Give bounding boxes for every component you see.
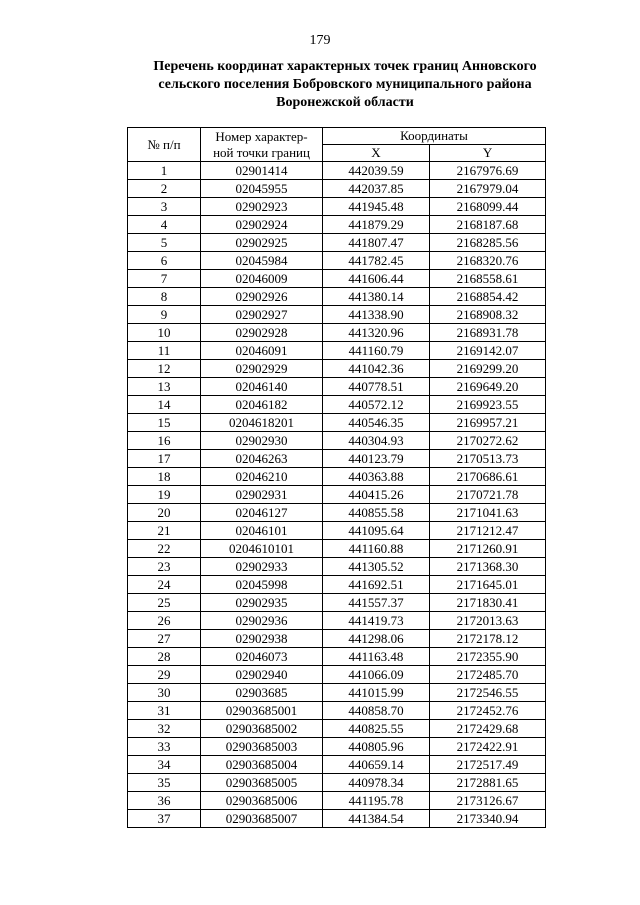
- cell-x: 441557.37: [323, 594, 430, 612]
- cell-point-number: 02902925: [201, 234, 323, 252]
- cell-row-number: 25: [128, 594, 201, 612]
- table-row: [128, 486, 546, 504]
- cell-row-number: 21: [128, 522, 201, 540]
- cell-row-number: 33: [128, 738, 201, 756]
- cell-row-number: 14: [128, 396, 201, 414]
- cell-y: 2172485.70: [430, 666, 546, 684]
- cell-x: 441320.96: [323, 324, 430, 342]
- cell-point-number: 02046009: [201, 270, 323, 288]
- coordinates-table: [127, 127, 546, 828]
- cell-y: 2172517.49: [430, 756, 546, 774]
- table-row: [128, 324, 546, 342]
- cell-row-number: 11: [128, 342, 201, 360]
- cell-y: 2168908.32: [430, 306, 546, 324]
- cell-y: 2172452.76: [430, 702, 546, 720]
- table-row: [128, 630, 546, 648]
- table-body: [128, 162, 546, 828]
- table-row: [128, 252, 546, 270]
- cell-y: 2172355.90: [430, 648, 546, 666]
- table-row: [128, 234, 546, 252]
- table-row: [128, 450, 546, 468]
- cell-point-number: 02046210: [201, 468, 323, 486]
- cell-x: 440778.51: [323, 378, 430, 396]
- cell-x: 441042.36: [323, 360, 430, 378]
- cell-y: 2168099.44: [430, 198, 546, 216]
- cell-point-number: 02046073: [201, 648, 323, 666]
- cell-row-number: 8: [128, 288, 201, 306]
- document-title: [120, 58, 570, 112]
- cell-y: 2171830.41: [430, 594, 546, 612]
- cell-y: 2173340.94: [430, 810, 546, 828]
- table-row: [128, 702, 546, 720]
- cell-point-number: 02903685004: [201, 756, 323, 774]
- cell-x: 441380.14: [323, 288, 430, 306]
- table-row: [128, 342, 546, 360]
- cell-y: 2169142.07: [430, 342, 546, 360]
- cell-row-number: 7: [128, 270, 201, 288]
- table-row: [128, 522, 546, 540]
- table-row: [128, 738, 546, 756]
- table-row: [128, 198, 546, 216]
- cell-point-number: 02046101: [201, 522, 323, 540]
- header-point-line: Номер характер-: [215, 128, 308, 144]
- cell-x: 441782.45: [323, 252, 430, 270]
- cell-x: 441606.44: [323, 270, 430, 288]
- table-row: [128, 378, 546, 396]
- table-row: [128, 468, 546, 486]
- cell-point-number: 02901414: [201, 162, 323, 180]
- cell-y: 2171212.47: [430, 522, 546, 540]
- cell-x: 440978.34: [323, 774, 430, 792]
- cell-y: 2171645.01: [430, 576, 546, 594]
- table-row: [128, 594, 546, 612]
- cell-y: 2170686.61: [430, 468, 546, 486]
- table-row: [128, 612, 546, 630]
- cell-point-number: 02045984: [201, 252, 323, 270]
- cell-point-number: 02903685002: [201, 720, 323, 738]
- cell-row-number: 34: [128, 756, 201, 774]
- cell-y: 2168320.76: [430, 252, 546, 270]
- cell-x: 440858.70: [323, 702, 430, 720]
- cell-point-number: 02903685: [201, 684, 323, 702]
- cell-row-number: 20: [128, 504, 201, 522]
- cell-x: 442039.59: [323, 162, 430, 180]
- table-row: [128, 558, 546, 576]
- table-row: [128, 396, 546, 414]
- cell-row-number: 12: [128, 360, 201, 378]
- cell-y: 2169649.20: [430, 378, 546, 396]
- cell-row-number: 18: [128, 468, 201, 486]
- cell-y: 2171041.63: [430, 504, 546, 522]
- cell-point-number: 02902936: [201, 612, 323, 630]
- cell-x: 441015.99: [323, 684, 430, 702]
- cell-y: 2172881.65: [430, 774, 546, 792]
- cell-x: 441066.09: [323, 666, 430, 684]
- table-row: [128, 684, 546, 702]
- cell-y: 2170721.78: [430, 486, 546, 504]
- cell-x: 440855.58: [323, 504, 430, 522]
- table-header: [128, 128, 546, 162]
- cell-point-number: 02902928: [201, 324, 323, 342]
- table-row: [128, 756, 546, 774]
- title-line: сельского поселения Бобровского муниципального района: [158, 77, 532, 92]
- cell-row-number: 31: [128, 702, 201, 720]
- cell-row-number: 5: [128, 234, 201, 252]
- header-coordinates: Координаты: [323, 128, 546, 145]
- table-row: [128, 666, 546, 684]
- cell-x: 440304.93: [323, 432, 430, 450]
- cell-y: 2168285.56: [430, 234, 546, 252]
- cell-row-number: 28: [128, 648, 201, 666]
- cell-x: 441692.51: [323, 576, 430, 594]
- cell-x: 441384.54: [323, 810, 430, 828]
- cell-x: 441305.52: [323, 558, 430, 576]
- table-row: [128, 774, 546, 792]
- table-row: [128, 576, 546, 594]
- cell-y: 2173126.67: [430, 792, 546, 810]
- cell-row-number: 32: [128, 720, 201, 738]
- table-row: [128, 288, 546, 306]
- cell-x: 441298.06: [323, 630, 430, 648]
- header-x: X: [323, 145, 430, 162]
- cell-point-number: 02902930: [201, 432, 323, 450]
- cell-point-number: 0204618201: [201, 414, 323, 432]
- cell-x: 441879.29: [323, 216, 430, 234]
- cell-y: 2172429.68: [430, 720, 546, 738]
- cell-point-number: 02902926: [201, 288, 323, 306]
- header-row-number: № п/п: [128, 128, 201, 162]
- cell-row-number: 6: [128, 252, 201, 270]
- cell-row-number: 9: [128, 306, 201, 324]
- cell-y: 2168931.78: [430, 324, 546, 342]
- cell-row-number: 36: [128, 792, 201, 810]
- cell-point-number: 02046263: [201, 450, 323, 468]
- cell-x: 441163.48: [323, 648, 430, 666]
- cell-x: 440363.88: [323, 468, 430, 486]
- table-row: [128, 540, 546, 558]
- cell-row-number: 22: [128, 540, 201, 558]
- cell-y: 2169299.20: [430, 360, 546, 378]
- cell-y: 2171368.30: [430, 558, 546, 576]
- cell-y: 2171260.91: [430, 540, 546, 558]
- cell-point-number: 02902933: [201, 558, 323, 576]
- cell-point-number: 02903685006: [201, 792, 323, 810]
- cell-x: 441419.73: [323, 612, 430, 630]
- cell-y: 2169957.21: [430, 414, 546, 432]
- table-row: [128, 414, 546, 432]
- cell-x: 441195.78: [323, 792, 430, 810]
- cell-point-number: 02903685005: [201, 774, 323, 792]
- table-row: [128, 504, 546, 522]
- cell-point-number: 02902927: [201, 306, 323, 324]
- cell-x: 440659.14: [323, 756, 430, 774]
- cell-x: 442037.85: [323, 180, 430, 198]
- title-line: Перечень координат характерных точек границ Анновского: [153, 59, 537, 74]
- table-row: [128, 216, 546, 234]
- cell-y: 2172013.63: [430, 612, 546, 630]
- cell-point-number: 02903685007: [201, 810, 323, 828]
- cell-x: 440572.12: [323, 396, 430, 414]
- cell-row-number: 37: [128, 810, 201, 828]
- cell-point-number: 02902935: [201, 594, 323, 612]
- table-row: [128, 162, 546, 180]
- cell-row-number: 3: [128, 198, 201, 216]
- cell-row-number: 15: [128, 414, 201, 432]
- cell-row-number: 16: [128, 432, 201, 450]
- cell-x: 440123.79: [323, 450, 430, 468]
- cell-point-number: 02046127: [201, 504, 323, 522]
- table-row: [128, 648, 546, 666]
- cell-row-number: 13: [128, 378, 201, 396]
- cell-x: 441160.88: [323, 540, 430, 558]
- table-row: [128, 792, 546, 810]
- table-row: [128, 270, 546, 288]
- cell-x: 441338.90: [323, 306, 430, 324]
- cell-x: 441095.64: [323, 522, 430, 540]
- cell-row-number: 23: [128, 558, 201, 576]
- table-row: [128, 180, 546, 198]
- table-row: [128, 432, 546, 450]
- cell-point-number: 02902923: [201, 198, 323, 216]
- cell-y: 2168187.68: [430, 216, 546, 234]
- cell-y: 2167976.69: [430, 162, 546, 180]
- title-line: Воронежской области: [276, 95, 414, 110]
- header-point-line: ной точки границ: [213, 144, 310, 160]
- cell-row-number: 27: [128, 630, 201, 648]
- cell-row-number: 17: [128, 450, 201, 468]
- cell-y: 2168558.61: [430, 270, 546, 288]
- cell-y: 2172422.91: [430, 738, 546, 756]
- header-y: Y: [430, 145, 546, 162]
- cell-row-number: 4: [128, 216, 201, 234]
- cell-row-number: 10: [128, 324, 201, 342]
- cell-point-number: 02903685003: [201, 738, 323, 756]
- cell-point-number: 02903685001: [201, 702, 323, 720]
- cell-x: 441160.79: [323, 342, 430, 360]
- cell-x: 440805.96: [323, 738, 430, 756]
- cell-row-number: 1: [128, 162, 201, 180]
- table-row: [128, 306, 546, 324]
- cell-row-number: 35: [128, 774, 201, 792]
- cell-point-number: 0204610101: [201, 540, 323, 558]
- cell-point-number: 02046182: [201, 396, 323, 414]
- cell-y: 2169923.55: [430, 396, 546, 414]
- cell-point-number: 02045955: [201, 180, 323, 198]
- cell-row-number: 2: [128, 180, 201, 198]
- cell-row-number: 26: [128, 612, 201, 630]
- cell-y: 2170513.73: [430, 450, 546, 468]
- cell-y: 2170272.62: [430, 432, 546, 450]
- cell-row-number: 24: [128, 576, 201, 594]
- table-row: [128, 360, 546, 378]
- cell-y: 2167979.04: [430, 180, 546, 198]
- table-row: [128, 810, 546, 828]
- cell-x: 440415.26: [323, 486, 430, 504]
- cell-point-number: 02045998: [201, 576, 323, 594]
- cell-row-number: 30: [128, 684, 201, 702]
- cell-point-number: 02902940: [201, 666, 323, 684]
- cell-x: 441945.48: [323, 198, 430, 216]
- cell-point-number: 02902938: [201, 630, 323, 648]
- cell-point-number: 02902931: [201, 486, 323, 504]
- cell-row-number: 19: [128, 486, 201, 504]
- cell-x: 440825.55: [323, 720, 430, 738]
- cell-y: 2172178.12: [430, 630, 546, 648]
- cell-point-number: 02902924: [201, 216, 323, 234]
- cell-row-number: 29: [128, 666, 201, 684]
- header-point-number: [201, 128, 323, 162]
- cell-point-number: 02046091: [201, 342, 323, 360]
- cell-x: 440546.35: [323, 414, 430, 432]
- cell-y: 2172546.55: [430, 684, 546, 702]
- page-number: 179: [309, 33, 331, 48]
- cell-point-number: 02046140: [201, 378, 323, 396]
- cell-y: 2168854.42: [430, 288, 546, 306]
- cell-x: 441807.47: [323, 234, 430, 252]
- cell-point-number: 02902929: [201, 360, 323, 378]
- table-row: [128, 720, 546, 738]
